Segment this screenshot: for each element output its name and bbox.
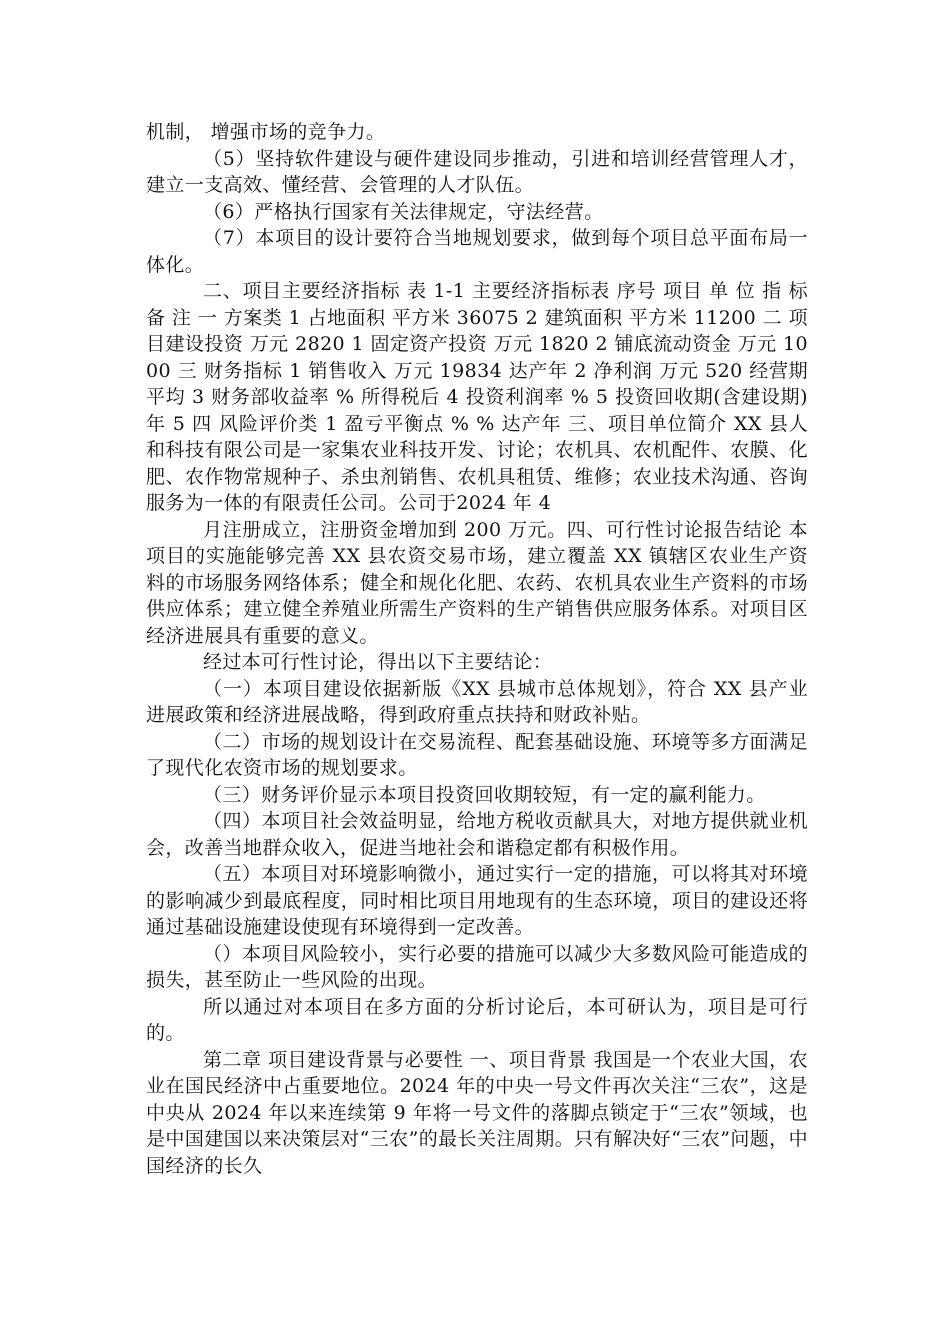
paragraph-conclusion-5: （五）本项目对环境影响微小，通过实行一定的措施，可以将其对环境的影响减少到最底程度，同时相比项目用地现有的生态环境，项目的建设还将通过基础设施建设使现有环境得到一定改善。	[146, 863, 808, 938]
paragraph-chapter-2: 第二章 项目建设背景与必要性 一、项目背景 我国是一个农业大国，农业在国民经济中占重要地位。2024 年的中央一号文件再次关注“三农”，这是中央从 2024 年以来连续第 9 年将一号文件的落脚点锁定于“三农”领域，也是中国建国以来决策层对“三农”的最长关注周期。只有解决好“三农”问题，中国经济的长久	[146, 1048, 808, 1177]
paragraph-item-7: （7）本项目的设计要符合当地规划要求，做到每个项目总平面布局一体化。	[146, 227, 808, 276]
document-body	[146, 119, 808, 1179]
paragraph-feasible: 所以通过对本项目在多方面的分析讨论后，本可研认为，项目是可行的。	[146, 995, 808, 1044]
paragraph-conclusion-2: （二）市场的规划设计在交易流程、配套基础设施、环境等多方面满足了现代化农资市场的规划要求。	[146, 730, 808, 779]
paragraph-conclusion-4: （四）本项目社会效益明显，给地方税收贡献具大，对地方提供就业机会，改善当地群众收入，促进当地社会和谐稳定都有积极作用。	[146, 810, 808, 859]
paragraph-conclusions-intro: 经过本可行性讨论，得出以下主要结论：	[203, 651, 553, 673]
paragraph-conclusion-6: （）本项目风险较小，实行必要的措施可以减少大多数风险可能造成的损失，甚至防止一些风险的出现。	[146, 942, 808, 991]
paragraph-economic-indicators: 二、项目主要经济指标 表 1-1 主要经济指标表 序号 项目 单 位 指 标 备 注 一 方案类 1 占地面积 平方米 36075 2 建筑面积 平方米 11200 二 项目建设投资 万元 2820 1 固定资产投资 万元 1820 2 铺底流动资金 万元 1000 三 财务指标 1 销售收入 万元 19834 达产年 2 净利润 万元 520 经营期平均 3 财务部收益率 % 所得税后 4 投资利润率 % 5 投资回收期(含建设期) 年 5 四 风险评价类 1 盈亏平衡点 % % 达产年 三、项目单位简介 XX 县人和科技有限公司是一家集农业科技开发、讨论；农机具、农机配件、农膜、化肥、农作物常规种子、杀虫剂销售、农机具租赁、维修；农业技术沟通、咨询服务为一体的有限责任公司。公司于2024 年 4	[146, 280, 808, 514]
paragraph-mechanism: 机制， 增强市场的竞争力。	[146, 121, 386, 143]
paragraph-registration-conclusion: 月注册成立，注册资金增加到 200 万元。四、可行性讨论报告结论 本项目的实施能够完善 XX 县农资交易市场，建立覆盖 XX 镇辖区农业生产资料的市场服务网络体系；健全和规化化肥、农药、农机具农业生产资料的市场供应体系；建立健全养殖业所需生产资料的生产销售供应服务体系。对项目区经济进展具有重要的意义。	[146, 518, 808, 647]
paragraph-item-5: （5）坚持软件建设与硬件建设同步推动，引进和培训经营管理人才，建立一支高效、懂经营、会管理的人才队伍。	[146, 147, 808, 196]
paragraph-conclusion-3: （三）财务评价显示本项目投资回收期较短，有一定的赢利能力。	[203, 783, 766, 806]
paragraph-conclusion-1: （一）本项目建设依据新版《XX 县城市总体规划》，符合 XX 县产业进展政策和经济进展战略，得到政府重点扶持和财政补贴。	[146, 677, 808, 726]
paragraph-item-6: （6）严格执行国家有关法律规定，守法经营。	[203, 200, 604, 223]
